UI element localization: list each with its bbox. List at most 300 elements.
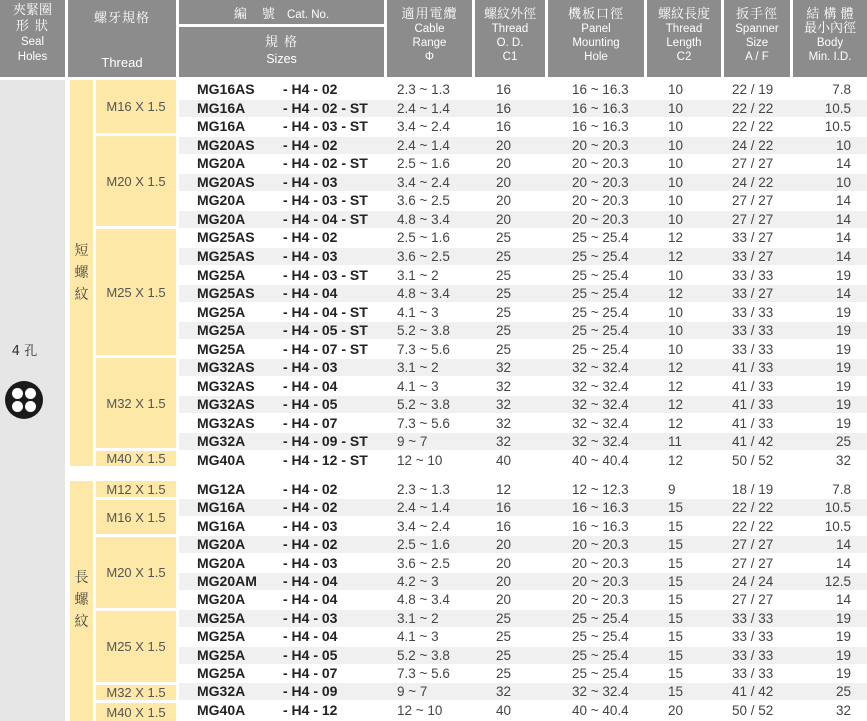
short-thread-char-1: 短 xyxy=(74,243,89,259)
cell-od: 25 xyxy=(496,666,512,681)
table-row xyxy=(179,396,867,413)
cell-code: - H4 - 02 xyxy=(283,499,338,515)
header-od-en1: Thread xyxy=(491,23,529,35)
cell-range: 5.2 ~ 3.8 xyxy=(397,323,450,338)
cell-hole: 25 ~ 25.4 xyxy=(572,342,629,357)
cell-span: 50 / 52 xyxy=(732,453,774,468)
cell-len: 20 xyxy=(668,703,684,718)
header-cable-cn: 適用電纜 xyxy=(401,7,458,22)
cell-hole: 16 ~ 16.3 xyxy=(572,82,629,97)
cell-range: 3.6 ~ 2.5 xyxy=(397,249,450,264)
cell-id: 10.5 xyxy=(824,119,851,134)
thread-group-m40: M40 X 1.5 xyxy=(96,451,176,466)
header-thread-length xyxy=(647,0,721,77)
cell-hole: 25 ~ 25.4 xyxy=(572,268,629,283)
cell-range: 2.5 ~ 1.6 xyxy=(397,537,450,552)
header-catno xyxy=(179,0,384,24)
cell-id: 19 xyxy=(835,648,851,663)
cell-len: 9 xyxy=(668,482,676,497)
cell-od: 16 xyxy=(496,519,512,534)
cell-code: - H4 - 02 xyxy=(283,81,338,97)
header-catno-en: Cat. No. xyxy=(286,9,330,21)
cell-od: 20 xyxy=(496,574,512,589)
cell-id: 10 xyxy=(835,138,851,153)
cell-code: - H4 - 03 xyxy=(283,248,338,264)
cell-range: 3.1 ~ 2 xyxy=(397,268,439,283)
header-thread-od xyxy=(475,0,545,77)
cell-len: 10 xyxy=(668,342,684,357)
thread-group-long-m25: M25 X 1.5 xyxy=(96,611,176,682)
cell-od: 32 xyxy=(496,379,512,394)
table-row xyxy=(179,647,867,664)
cell-model: MG16A xyxy=(197,100,246,116)
cell-code: - H4 - 09 - ST xyxy=(283,433,368,449)
cell-model: MG32AS xyxy=(197,378,255,394)
cell-code: - H4 - 02 xyxy=(283,229,338,245)
cell-model: MG25A xyxy=(197,267,246,283)
long-thread-char-2: 螺 xyxy=(74,592,89,608)
cell-id: 14 xyxy=(835,212,851,227)
header-body-en1: Body xyxy=(816,37,844,49)
cell-model: MG20A xyxy=(197,192,246,208)
cell-range: 12 ~ 10 xyxy=(397,453,443,468)
cell-len: 10 xyxy=(668,119,684,134)
cell-code: - H4 - 09 xyxy=(283,683,338,699)
cell-hole: 40 ~ 40.4 xyxy=(572,703,629,718)
cell-code: - H4 - 02 xyxy=(283,536,338,552)
cell-id: 14 xyxy=(835,556,851,571)
cell-hole: 32 ~ 32.4 xyxy=(572,416,629,431)
cell-hole: 25 ~ 25.4 xyxy=(572,305,629,320)
cell-len: 12 xyxy=(668,379,684,394)
cell-len: 15 xyxy=(668,592,684,607)
cell-code: - H4 - 04 - ST xyxy=(283,304,368,320)
table-row xyxy=(179,174,867,191)
cell-span: 33 / 33 xyxy=(732,305,774,320)
cell-od: 20 xyxy=(496,556,512,571)
cell-model: MG20A xyxy=(197,555,246,571)
cell-model: MG20AS xyxy=(197,137,255,153)
cell-hole: 25 ~ 25.4 xyxy=(572,666,629,681)
holes-label: 4 孔 xyxy=(11,344,38,359)
cell-code: - H4 - 05 xyxy=(283,647,338,663)
cell-od: 25 xyxy=(496,323,512,338)
cell-range: 7.3 ~ 5.6 xyxy=(397,342,450,357)
cell-model: MG25A xyxy=(197,304,246,320)
header-spanner-en2: Size xyxy=(745,36,769,49)
cell-span: 41 / 33 xyxy=(732,397,774,412)
cell-code: - H4 - 03 xyxy=(283,359,338,375)
header-thread xyxy=(68,0,176,77)
cell-model: MG25A xyxy=(197,341,246,357)
cell-span: 22 / 22 xyxy=(732,101,774,116)
header-sizes xyxy=(179,27,384,77)
cell-id: 14 xyxy=(835,537,851,552)
table-row xyxy=(179,452,867,469)
table-row xyxy=(179,192,867,209)
cell-range: 5.2 ~ 3.8 xyxy=(397,648,450,663)
cell-id: 19 xyxy=(835,416,851,431)
thread-group-long-m12: M12 X 1.5 xyxy=(96,481,176,497)
cell-span: 27 / 27 xyxy=(732,556,774,571)
four-hole-seal-icon xyxy=(4,380,44,420)
cell-len: 10 xyxy=(668,82,684,97)
thread-group-long-m20: M20 X 1.5 xyxy=(96,537,176,608)
cell-model: MG25AS xyxy=(197,285,255,301)
cell-od: 20 xyxy=(496,193,512,208)
cell-id: 19 xyxy=(835,360,851,375)
cell-model: MG12A xyxy=(197,481,246,497)
cell-od: 32 xyxy=(496,360,512,375)
cell-range: 4.8 ~ 3.4 xyxy=(397,212,450,227)
cell-model: MG25A xyxy=(197,628,246,644)
cell-span: 33 / 33 xyxy=(732,268,774,283)
header-panel-hole xyxy=(548,0,644,77)
cell-code: - H4 - 07 xyxy=(283,665,338,681)
cell-od: 25 xyxy=(496,305,512,320)
long-thread-char-3: 紋 xyxy=(74,614,89,630)
cell-range: 5.2 ~ 3.8 xyxy=(397,397,450,412)
cell-id: 19 xyxy=(835,397,851,412)
cell-model: MG16AS xyxy=(197,81,255,97)
table-row xyxy=(179,610,867,627)
cell-model: MG16A xyxy=(197,518,246,534)
cell-model: MG25A xyxy=(197,322,246,338)
cell-code: - H4 - 03 - ST xyxy=(283,192,368,208)
cell-span: 22 / 22 xyxy=(732,119,774,134)
cell-od: 16 xyxy=(496,500,512,515)
cell-code: - H4 - 04 xyxy=(283,285,338,301)
cell-id: 10.5 xyxy=(824,519,851,534)
cell-hole: 20 ~ 20.3 xyxy=(572,138,629,153)
cell-range: 4.1 ~ 3 xyxy=(397,305,439,320)
header-length-en3: C2 xyxy=(676,51,692,63)
cell-model: MG32A xyxy=(197,433,246,449)
cell-len: 11 xyxy=(668,434,683,449)
cell-hole: 40 ~ 40.4 xyxy=(572,453,629,468)
cell-od: 32 xyxy=(496,684,512,699)
thread-group-long-m40: M40 X 1.5 xyxy=(96,703,176,721)
table-row xyxy=(179,285,867,302)
header-body-cn2: 最小內徑 xyxy=(803,21,856,36)
header-spanner xyxy=(724,0,790,77)
cell-code: - H4 - 03 xyxy=(283,610,338,626)
cell-code: - H4 - 03 xyxy=(283,174,338,190)
cell-od: 25 xyxy=(496,648,512,663)
cell-id: 19 xyxy=(835,342,851,357)
table-row xyxy=(179,211,867,228)
header-spanner-cn: 扳手徑 xyxy=(735,7,778,22)
cell-hole: 25 ~ 25.4 xyxy=(572,286,629,301)
cell-id: 19 xyxy=(835,379,851,394)
cell-od: 20 xyxy=(496,156,512,171)
cell-model: MG20A xyxy=(197,155,246,171)
header-seal-holes xyxy=(0,0,65,77)
cell-span: 41 / 33 xyxy=(732,379,774,394)
cell-id: 14 xyxy=(835,592,851,607)
cell-len: 12 xyxy=(668,416,684,431)
cell-range: 3.1 ~ 2 xyxy=(397,611,439,626)
table-row xyxy=(179,100,867,117)
cell-id: 25 xyxy=(835,684,851,699)
cell-model: MG32AS xyxy=(197,359,255,375)
header-panel-en1: Panel xyxy=(581,23,611,35)
cell-id: 12.5 xyxy=(824,574,851,589)
table-row xyxy=(179,137,867,154)
cell-len: 10 xyxy=(668,138,684,153)
table-row xyxy=(179,267,867,284)
table-row xyxy=(179,591,867,608)
cell-range: 7.3 ~ 5.6 xyxy=(397,416,450,431)
cell-code: - H4 - 04 - ST xyxy=(283,211,368,227)
cell-code: - H4 - 03 xyxy=(283,518,338,534)
cell-id: 14 xyxy=(835,156,851,171)
cell-od: 40 xyxy=(496,703,512,718)
cell-od: 20 xyxy=(496,138,512,153)
table-row xyxy=(179,118,867,135)
short-thread-char-2: 螺 xyxy=(74,265,89,281)
cell-span: 33 / 33 xyxy=(732,611,774,626)
table-row xyxy=(179,481,867,498)
header-length-en1: Thread xyxy=(665,23,703,35)
cell-od: 25 xyxy=(496,629,512,644)
cell-id: 19 xyxy=(835,629,851,644)
cell-span: 24 / 22 xyxy=(732,175,774,190)
cell-od: 25 xyxy=(496,249,512,264)
table-row xyxy=(179,341,867,358)
table-row xyxy=(179,536,867,553)
table-row xyxy=(179,322,867,339)
cell-model: MG40A xyxy=(197,452,246,468)
cell-range: 9 ~ 7 xyxy=(397,434,428,449)
header-body-en2: Min. I.D. xyxy=(808,50,852,63)
cell-model: MG25AS xyxy=(197,248,255,264)
header-seal-en2: Holes xyxy=(17,50,48,63)
cell-od: 16 xyxy=(496,119,512,134)
cell-od: 25 xyxy=(496,230,512,245)
cell-model: MG32A xyxy=(197,683,246,699)
cell-span: 27 / 27 xyxy=(732,212,774,227)
cell-code: - H4 - 12 - ST xyxy=(283,452,368,468)
cell-hole: 20 ~ 20.3 xyxy=(572,556,629,571)
header-sizes-en: Sizes xyxy=(266,52,297,66)
cell-od: 12 xyxy=(496,482,512,497)
cell-hole: 25 ~ 25.4 xyxy=(572,323,629,338)
cell-model: MG32AS xyxy=(197,415,255,431)
header-thread-cn: 螺牙規格 xyxy=(93,11,150,26)
cell-code: - H4 - 12 xyxy=(283,702,338,718)
cell-code: - H4 - 03 xyxy=(283,555,338,571)
cell-id: 32 xyxy=(835,453,851,468)
cell-od: 32 xyxy=(496,434,512,449)
table-row xyxy=(179,229,867,246)
header-spanner-en3: A / F xyxy=(745,51,769,63)
long-thread-label xyxy=(70,481,93,721)
cell-hole: 25 ~ 25.4 xyxy=(572,249,629,264)
header-cable-en1: Cable xyxy=(414,23,445,35)
cell-len: 15 xyxy=(668,666,684,681)
cell-len: 10 xyxy=(668,305,684,320)
cell-model: MG25AS xyxy=(197,229,255,245)
thread-group-long-m32: M32 X 1.5 xyxy=(96,685,176,700)
cell-range: 3.1 ~ 2 xyxy=(397,360,439,375)
cell-len: 10 xyxy=(668,193,684,208)
cell-range: 2.5 ~ 1.6 xyxy=(397,156,450,171)
cell-hole: 20 ~ 20.3 xyxy=(572,175,629,190)
cell-hole: 20 ~ 20.3 xyxy=(572,537,629,552)
cell-span: 22 / 19 xyxy=(732,82,774,97)
cell-hole: 16 ~ 16.3 xyxy=(572,119,629,134)
cell-range: 3.4 ~ 2.4 xyxy=(397,119,450,134)
cell-model: MG25A xyxy=(197,647,246,663)
cell-span: 33 / 33 xyxy=(732,629,774,644)
cell-len: 15 xyxy=(668,648,684,663)
cell-hole: 32 ~ 32.4 xyxy=(572,379,629,394)
cell-span: 33 / 27 xyxy=(732,230,774,245)
cell-range: 4.8 ~ 3.4 xyxy=(397,286,450,301)
cell-len: 12 xyxy=(668,397,684,412)
cell-span: 27 / 27 xyxy=(732,156,774,171)
cell-len: 15 xyxy=(668,537,684,552)
table-row xyxy=(179,415,867,432)
cell-span: 27 / 27 xyxy=(732,537,774,552)
cell-od: 32 xyxy=(496,416,512,431)
cell-id: 19 xyxy=(835,666,851,681)
cell-range: 3.4 ~ 2.4 xyxy=(397,175,450,190)
header-catno-cn: 編 號 xyxy=(233,7,276,22)
cell-len: 12 xyxy=(668,453,684,468)
cell-span: 41 / 33 xyxy=(732,416,774,431)
cell-range: 2.4 ~ 1.4 xyxy=(397,500,450,515)
cell-span: 50 / 52 xyxy=(732,703,774,718)
cell-id: 10.5 xyxy=(824,500,851,515)
cell-model: MG20A xyxy=(197,591,246,607)
cell-od: 25 xyxy=(496,611,512,626)
cell-hole: 12 ~ 12.3 xyxy=(572,482,629,497)
cell-len: 12 xyxy=(668,360,684,375)
thread-group-m25: M25 X 1.5 xyxy=(96,229,176,355)
cell-range: 7.3 ~ 5.6 xyxy=(397,666,450,681)
cell-id: 19 xyxy=(835,323,851,338)
thread-group-m32: M32 X 1.5 xyxy=(96,358,176,448)
cell-id: 14 xyxy=(835,286,851,301)
cell-span: 33 / 27 xyxy=(732,249,774,264)
header-panel-en3: Hole xyxy=(584,51,608,63)
cell-od: 25 xyxy=(496,286,512,301)
header-spanner-en1: Spanner xyxy=(735,23,779,35)
cell-range: 2.4 ~ 1.4 xyxy=(397,138,450,153)
header-body-cn1: 結 構 體 xyxy=(806,7,854,22)
cell-span: 33 / 27 xyxy=(732,286,774,301)
cell-id: 25 xyxy=(835,434,851,449)
cell-model: MG20AS xyxy=(197,174,255,190)
thread-group-m16: M16 X 1.5 xyxy=(96,80,176,133)
cell-id: 7.8 xyxy=(832,82,851,97)
cell-model: MG20AM xyxy=(197,573,257,589)
table-row xyxy=(179,304,867,321)
cell-code: - H4 - 07 xyxy=(283,415,338,431)
cell-len: 10 xyxy=(668,268,684,283)
cell-hole: 16 ~ 16.3 xyxy=(572,519,629,534)
cell-len: 10 xyxy=(668,323,684,338)
cell-span: 41 / 42 xyxy=(732,434,774,449)
cell-len: 10 xyxy=(668,156,684,171)
cell-id: 32 xyxy=(835,703,851,718)
cell-hole: 32 ~ 32.4 xyxy=(572,397,629,412)
cell-len: 12 xyxy=(668,249,684,264)
cell-code: - H4 - 02 - ST xyxy=(283,155,368,171)
cell-od: 32 xyxy=(496,397,512,412)
table-row xyxy=(179,665,867,682)
cell-model: MG16A xyxy=(197,499,246,515)
header-thread-en: Thread xyxy=(101,55,143,70)
cell-id: 14 xyxy=(835,193,851,208)
cell-code: - H4 - 03 - ST xyxy=(283,118,368,134)
header-body-id xyxy=(793,0,867,77)
header-panel-en2: Mounting xyxy=(572,36,620,49)
cell-code: - H4 - 05 - ST xyxy=(283,322,368,338)
header-sizes-cn: 規 格 xyxy=(264,35,299,50)
cell-len: 15 xyxy=(668,574,684,589)
cell-range: 4.1 ~ 3 xyxy=(397,379,439,394)
header-length-cn: 螺紋長度 xyxy=(657,7,710,22)
thread-group-long-m16: M16 X 1.5 xyxy=(96,500,176,534)
cell-range: 9 ~ 7 xyxy=(397,684,428,699)
cell-span: 33 / 33 xyxy=(732,666,774,681)
cell-len: 10 xyxy=(668,101,684,116)
cell-len: 12 xyxy=(668,286,684,301)
header-seal-cn1: 夾緊圈 xyxy=(12,3,52,18)
cell-od: 16 xyxy=(496,82,512,97)
cell-span: 41 / 42 xyxy=(732,684,774,699)
header-cable-en2: Range xyxy=(412,36,447,49)
header-cable-en3: Φ xyxy=(424,51,435,63)
cell-od: 25 xyxy=(496,268,512,283)
cell-span: 24 / 24 xyxy=(732,574,774,589)
header-seal-en1: Seal xyxy=(20,36,45,48)
header-length-en2: Length xyxy=(666,36,702,49)
header-cable-range xyxy=(387,0,472,77)
header-panel-cn: 機板口徑 xyxy=(567,7,624,22)
table-row xyxy=(179,81,867,98)
table-row xyxy=(179,378,867,395)
cell-hole: 16 ~ 16.3 xyxy=(572,101,629,116)
cell-id: 19 xyxy=(835,611,851,626)
cell-range: 4.1 ~ 3 xyxy=(397,629,439,644)
cell-hole: 20 ~ 20.3 xyxy=(572,592,629,607)
cell-code: - H4 - 03 - ST xyxy=(283,267,368,283)
cell-range: 3.6 ~ 2.5 xyxy=(397,193,450,208)
cell-range: 4.2 ~ 3 xyxy=(397,574,439,589)
cell-od: 20 xyxy=(496,212,512,227)
cell-len: 10 xyxy=(668,212,684,227)
cell-code: - H4 - 04 xyxy=(283,591,338,607)
table-row xyxy=(179,359,867,376)
cell-len: 15 xyxy=(668,519,684,534)
cell-range: 3.4 ~ 2.4 xyxy=(397,519,450,534)
cell-span: 33 / 33 xyxy=(732,342,774,357)
cell-len: 15 xyxy=(668,500,684,515)
cell-od: 16 xyxy=(496,101,512,116)
cell-hole: 16 ~ 16.3 xyxy=(572,500,629,515)
cell-model: MG16A xyxy=(197,118,246,134)
table-row xyxy=(179,433,867,450)
table-row xyxy=(179,248,867,265)
short-thread-label xyxy=(70,80,93,466)
cell-len: 12 xyxy=(668,230,684,245)
cell-id: 19 xyxy=(835,305,851,320)
cell-code: - H4 - 04 xyxy=(283,378,338,394)
